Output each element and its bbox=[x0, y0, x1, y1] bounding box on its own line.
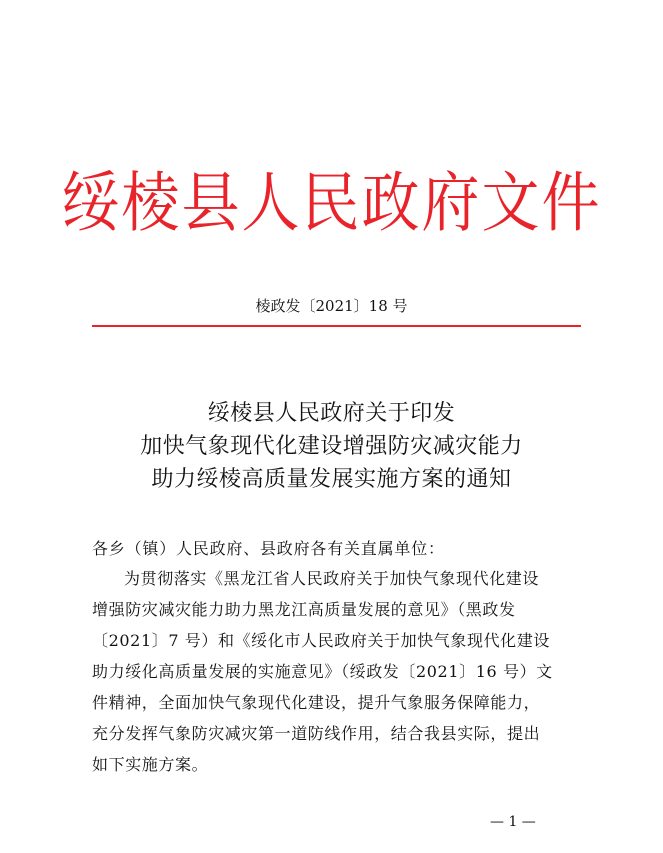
title-line: 绥棱县人民政府关于印发 bbox=[207, 401, 456, 426]
body-text-line: 为贯彻落实《黑龙江省人民政府关于加快气象现代化建设 bbox=[124, 569, 540, 588]
body-text-line: 充分发挥气象防灾减灾第一道防线作用，结合我县实际，提出 bbox=[92, 724, 541, 743]
page-number: — 1 — bbox=[490, 814, 536, 830]
body-text-line: 〔2021〕7 号）和《绥化市人民政府关于加快气象现代化建设 bbox=[92, 631, 550, 650]
body-text-line: 助力绥化高质量发展的实施意见》（绥政发〔2021〕16 号）文 bbox=[92, 662, 553, 681]
document-masthead: 绥棱县人民政府文件 bbox=[61, 164, 602, 241]
body-text-line: 件精神，全面加快气象现代化建设，提升气象服务保障能力， bbox=[92, 693, 541, 712]
addressee-line: 各乡（镇）人民政府、县政府各有关直属单位： bbox=[92, 539, 445, 558]
body-text-line: 如下实施方案。 bbox=[92, 755, 209, 774]
document-number: 棱政发〔2021〕18 号 bbox=[255, 297, 408, 315]
body-text-line: 增强防灾减灾能力助力黑龙江高质量发展的意见》（黑政发 bbox=[92, 600, 516, 619]
title-line: 加快气象现代化建设增强防灾减灾能力 bbox=[140, 434, 523, 459]
document-title bbox=[80, 397, 583, 496]
red-separator-line bbox=[92, 325, 581, 327]
title-line: 助力绥棱高质量发展实施方案的通知 bbox=[151, 467, 512, 492]
